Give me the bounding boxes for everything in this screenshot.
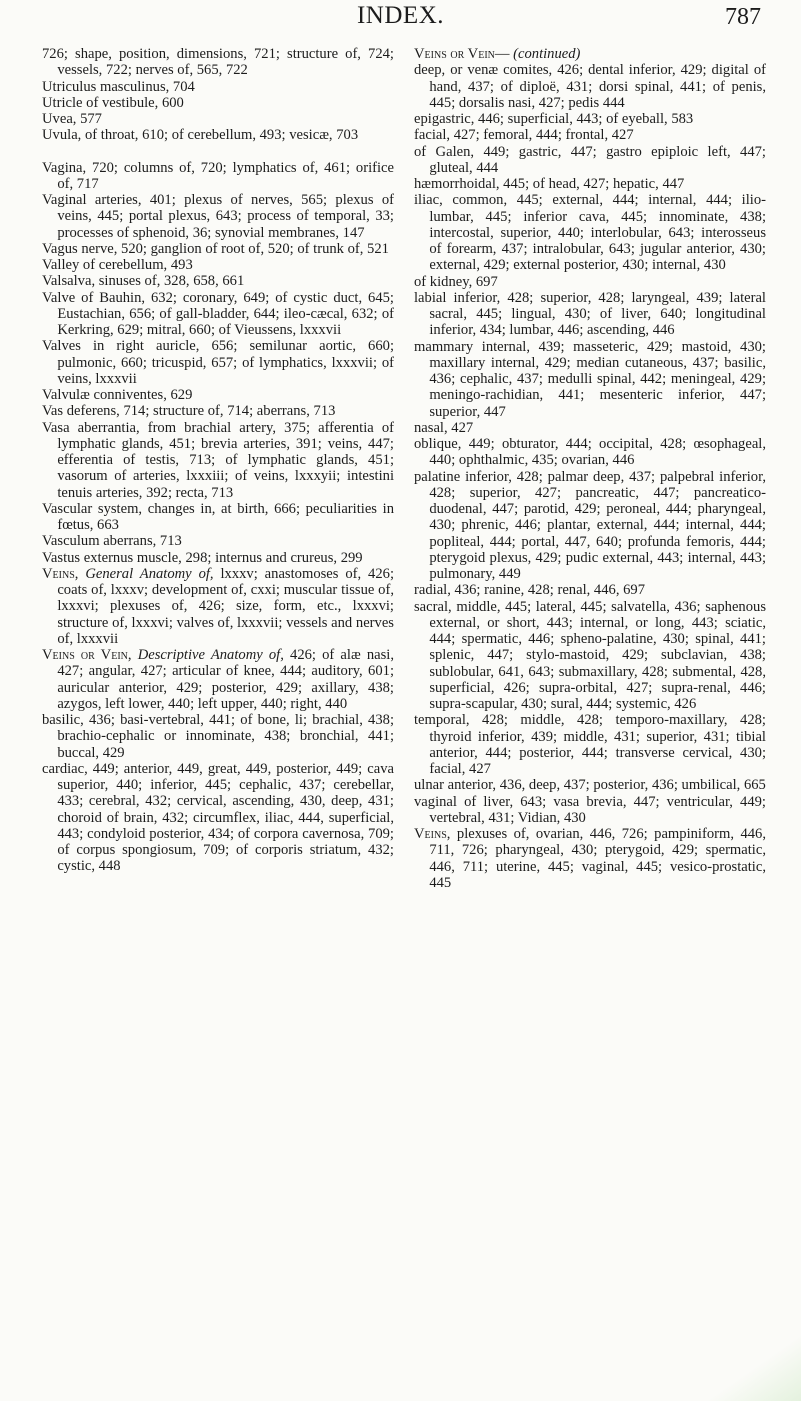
- entry-text: epigastric, 446; superficial, 443; of eyeball, 583: [414, 111, 694, 127]
- entry-text: cardiac, 449; anterior, 449, great, 449, posterior, 449; cava superior, 440; inferior, 445; cephalic, 437; cerebellar, 433; cerebral, 432; cervical, ascending, 430, deep, 431; choroid of brain, 432; circumflex, iliac, 444, superficial, 443; condyloid posterior, 434; of corpora cavernosa, 709; of corpus spongiosum, 709; of corporis striatum, 432; cystic, 448: [42, 760, 394, 875]
- entry-text: Vas deferens, 714; structure of, 714; aberrans, 713: [42, 403, 336, 420]
- index-entry: [42, 79, 394, 95]
- entry-heading: Veins or Vein,: [42, 647, 132, 663]
- index-entry: [42, 273, 394, 289]
- index-entry: [42, 257, 394, 273]
- index-entry: [414, 420, 766, 436]
- index-entry: [414, 794, 766, 827]
- entry-text: Valley of cerebellum, 493: [42, 257, 193, 273]
- index-entry: [42, 647, 394, 712]
- index-entry: [414, 176, 766, 192]
- entry-text: Valves in right auricle, 656; semilunar aortic, 660; pulmonic, 660; tricuspid, 657; of lymphatics, lxxxvii; of veins, lxxxvii: [42, 338, 394, 387]
- entry-text: of kidney, 697: [414, 273, 498, 290]
- running-title: INDEX.: [356, 2, 444, 29]
- entry-text: sacral, middle, 445; lateral, 445; salvatella, 436; saphenous external, or short, 443; internal, or long, 443; sciatic, 444; spermatic, 446; spheno-palatine, 430; spinal, 441; splenic, 447; stylo-mastoid, 429; subclavian, 438; sublobular, 641, 643; submaxillary, 428; submental, 428, superficial, 426; supra-orbital, 427; supra-renal, 446; supra-scapular, 430; sural, 444; systemic, 426: [414, 598, 766, 712]
- entry-text: Utriculus masculinus, 704: [42, 78, 195, 95]
- entry-text: Vagus nerve, 520; ganglion of root of, 520; of trunk of, 521: [42, 240, 389, 257]
- index-entry: [42, 192, 394, 241]
- entry-heading: Veins,: [414, 826, 451, 842]
- entry-subheading: General Anatomy of,: [85, 565, 214, 582]
- entry-text: facial, 427; femoral, 444; frontal, 427: [414, 127, 634, 144]
- index-entry: [42, 403, 394, 419]
- entry-text: plexuses of, ovarian, 446, 726; pampiniform, 446, 711, 726; pharyngeal, 430; pterygoid, 429; spermatic, 446, 711; uterine, 445; vaginal, 445; vesico-prostatic, 445: [429, 826, 766, 891]
- entry-text: basilic, 436; basi-vertebral, 441; of bone, li; brachial, 438; brachio-cephalic or innominate, 438; bronchial, 441; buccal, 429: [42, 712, 394, 761]
- entry-text: mammary internal, 439; masseteric, 429; mastoid, 430; maxillary internal, 429; median cutaneous, 437; basilic, 436; cephalic, 437; medulli spinal, 442; meningeal, 429; meningo-rachidian, 441; mesenteric inferior, 447; superior, 447: [414, 338, 766, 420]
- index-entry: [414, 339, 766, 420]
- entry-text: of Galen, 449; gastric, 447; gastro epiploic left, 447; gluteal, 444: [414, 143, 766, 176]
- index-entry: [414, 192, 766, 273]
- entry-text: vaginal of liver, 643; vasa brevia, 447; ventricular, 449; vertebral, 431; Vidian, 430: [414, 793, 766, 826]
- entry-text: temporal, 428; middle, 428; temporo-maxillary, 428; thyroid inferior, 439; middle, 431; superior, 431; tibial anterior, 444; posterior, 444; transverse cervical, 430; facial, 427: [414, 712, 766, 777]
- entry-text: Uvea, 577: [42, 111, 102, 127]
- page-header: [0, 0, 801, 40]
- page-corner-shadow: [691, 1331, 801, 1401]
- index-entry: [42, 338, 394, 387]
- index-entry: [42, 420, 394, 501]
- entry-text: hæmorrhoidal, 445; of head, 427; hepatic, 447: [414, 176, 685, 192]
- entry-text: radial, 436; ranine, 428; renal, 446, 697: [414, 582, 646, 599]
- index-entry: [42, 127, 394, 143]
- index-entry: [42, 501, 394, 534]
- index-entry: [414, 777, 766, 793]
- index-entry: [414, 127, 766, 143]
- index-entry: [414, 111, 766, 127]
- entry-text: Valsalva, sinuses of, 328, 658, 661: [42, 273, 245, 290]
- entry-text: Vaginal arteries, 401; plexus of nerves, 565; plexus of veins, 445; portal plexus, 643; process of temporal, 33; processes of sphenoid, 36; synovial membranes, 147: [42, 192, 394, 241]
- index-entry: [414, 144, 766, 177]
- index-entry: [42, 533, 394, 549]
- right-index-column: [414, 46, 766, 891]
- entry-text: 426; of alæ nasi, 427; angular, 427; articular of knee, 444; auditory, 601; auricular anterior, 429; posterior, 429; axillary, 438; azygos, left lower, 440; left upper, 440; right, 440: [57, 647, 394, 712]
- section-gap: [42, 144, 394, 160]
- entry-text: Vasa aberrantia, from brachial artery, 375; afferentia of lymphatic glands, 451; brevia arteries, 391; veins, 447; efferentia of testis, 713; of lymphatic glands, 451; vasorum of arteries, lxxxiii; of veins, lxxxyii; intestini tenuis arteries, 392; recta, 713: [42, 419, 394, 501]
- entry-text: iliac, common, 445; external, 444; internal, 444; ilio-lumbar, 445; inferior cava, 445; innominate, 438; intercostal, superior, 440; interlobular, 643; interosseus of forearm, 437; intralobular, 643; jugular anterior, 430; external, 429; external posterior, 430; internal, 430: [414, 192, 766, 274]
- entry-subheading: Descriptive Anatomy of,: [137, 647, 284, 663]
- index-entry: [414, 582, 766, 598]
- left-index-column: [42, 46, 394, 875]
- entry-text: deep, or venæ comites, 426; dental inferior, 429; digital of hand, 437; of diploë, 431; dorsi spinal, 441; of penis, 445; dorsalis nasi, 427; pedis 444: [414, 62, 766, 111]
- entry-text: Vascular system, changes in, at birth, 666; peculiarities in fœtus, 663: [42, 500, 394, 533]
- entry-heading: Veins,: [42, 565, 79, 582]
- index-entry: [414, 62, 766, 111]
- entry-text: lxxxv; anastomoses of, 426; coats of, lxxxv; development of, cxxi; muscular tissue of, lxxxvi; plexuses of, 426; size, form, etc., lxxxvi; structure of, lxxxvi; valves of, lxxxvii; vessels and nerves of, lxxxvii: [57, 565, 395, 647]
- entry-text: labial inferior, 428; superior, 428; laryngeal, 439; lateral sacral, 445; lingual, 430; of liver, 640; longitudinal inferior, 434; lumbar, 446; ascending, 446: [414, 289, 766, 339]
- index-entry: [414, 712, 766, 777]
- index-entry: [42, 290, 394, 339]
- index-entry: [42, 160, 394, 193]
- index-entry: [42, 566, 394, 647]
- entry-text: nasal, 427: [414, 419, 474, 436]
- index-entry: [414, 274, 766, 290]
- entry-text: Vasculum aberrans, 713: [42, 533, 182, 550]
- entry-text: 726; shape, position, dimensions, 721; structure of, 724; vessels, 722; nerves of, 565, 722: [42, 46, 394, 79]
- index-entry: [42, 712, 394, 761]
- index-entry: [414, 599, 766, 713]
- index-entry: [414, 436, 766, 469]
- index-entry: [42, 46, 394, 79]
- entry-text: Valvulæ conniventes, 629: [42, 387, 193, 403]
- entry-text: Uvula, of throat, 610; of cerebellum, 493; vesicæ, 703: [42, 127, 359, 144]
- entry-text: palatine inferior, 428; palmar deep, 437; palpebral inferior, 428; superior, 427; pancreatic, 447; pancreatico-duodenal, 447; parotid, 429; peroneal, 444; pharyngeal, 430; phrenic, 446; plantar, external, 444; internal, 444; popliteal, 444; portal, 447, 640; profunda femoris, 444; pterygoid plexus, 429; pudic external, 443; internal, 443; pulmonary, 449: [414, 468, 766, 582]
- index-entry: [42, 387, 394, 403]
- entry-text: Valve of Bauhin, 632; coronary, 649; of cystic duct, 645; Eustachian, 656; of gall-bladder, 644; ileo-cæcal, 632; of Kerkring, 629; mitral, 660; of Vieussens, lxxxvii: [42, 289, 394, 338]
- entry-text: Vastus externus muscle, 298; internus and crureus, 299: [42, 549, 363, 566]
- index-entry: [42, 95, 394, 111]
- index-entry: [414, 290, 766, 339]
- entry-text: Utricle of vestibule, 600: [42, 94, 184, 111]
- index-entry: [42, 241, 394, 257]
- index-entry: [42, 550, 394, 566]
- index-entry: [414, 469, 766, 583]
- index-entry: [42, 111, 394, 127]
- entry-text: oblique, 449; obturator, 444; occipital, 428; œsophageal, 440; ophthalmic, 435; ovarian, 446: [414, 436, 766, 469]
- index-entry: [414, 46, 766, 62]
- entry-text: ulnar anterior, 436, deep, 437; posterior, 436; umbilical, 665: [414, 777, 766, 794]
- page-number: 787: [725, 4, 761, 30]
- entry-subheading: (continued): [513, 46, 581, 62]
- entry-text: Vagina, 720; columns of, 720; lymphatics of, 461; orifice of, 717: [42, 159, 394, 192]
- index-entry: [414, 826, 766, 891]
- entry-heading: Veins or Vein—: [414, 46, 510, 62]
- index-entry: [42, 761, 394, 875]
